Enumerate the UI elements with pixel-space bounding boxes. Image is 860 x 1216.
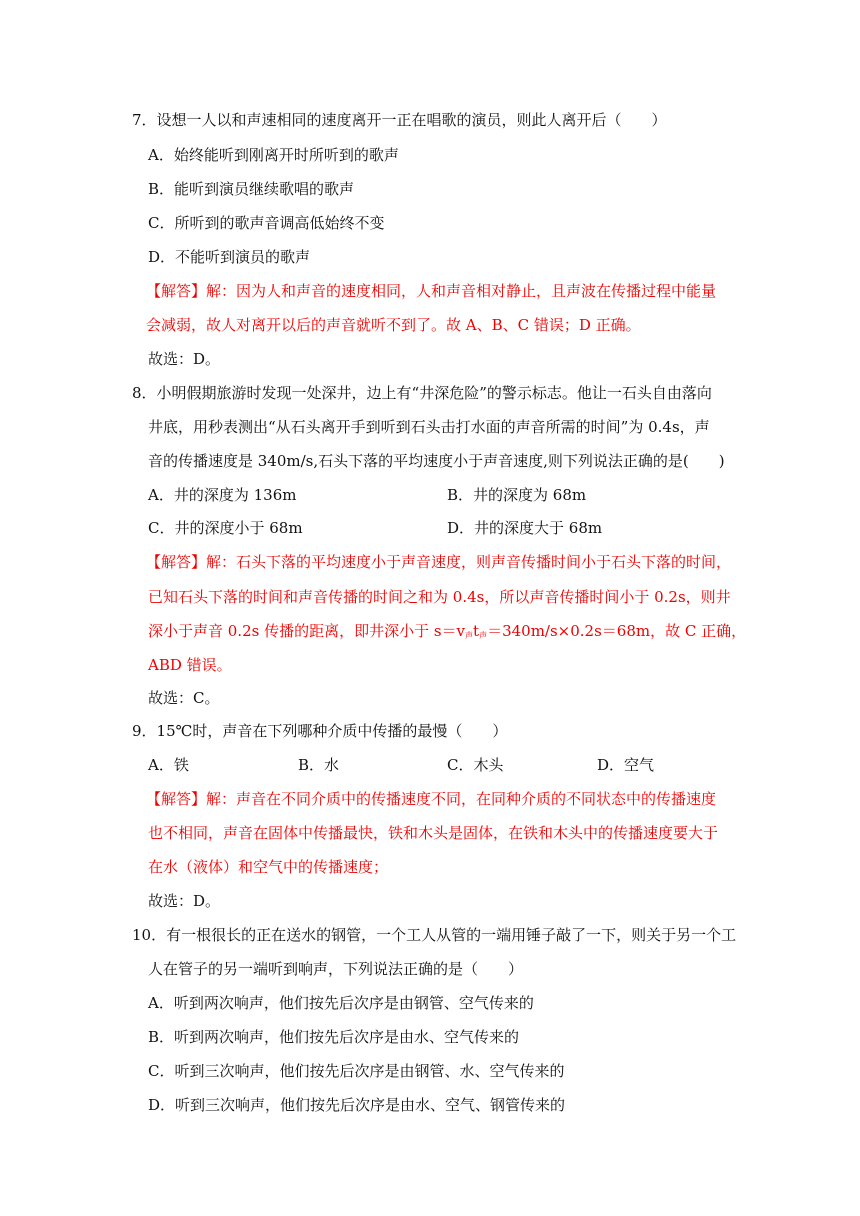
question-8-stem-line-2: 井底，用秒表测出“从石头离开手到听到石头击打水面的声音所需的时间”为 0.4s，声 [148,418,710,436]
question-9-option-b: B．水 [298,756,340,774]
question-7-answer-line-2: 会减弱，故人对离开以后的声音就听不到了。故 A、B、C 错误；D 正确。 [146,316,641,334]
question-10-option-a: A．听到两次响声，他们按先后次序是由钢管、空气传来的 [148,994,534,1012]
question-9-stem: 9．15℃时，声音在下列哪种介质中传播的最慢（ ） [132,722,508,740]
question-7-stem: 7．设想一人以和声速相同的速度离开一正在唱歌的演员，则此人离开后（ ） [132,111,667,129]
question-8-option-c: C．井的深度小于 68m [148,519,303,537]
question-9-answer-line-2: 也不相同，声音在固体中传播最快，铁和木头是固体，在铁和木头中的传播速度要大于 [148,824,719,842]
question-9-choice: 故选：D。 [148,892,221,910]
question-8-answer-line-3 [148,621,746,646]
question-8-answer-line-1: 【解答】解：石头下落的平均速度小于声音速度，则声音传播时间小于石头下落的时间， [146,553,732,571]
subscript-sound: 声 [479,631,488,640]
question-8-option-d: D．井的深度大于 68m [447,519,603,537]
question-9-option-d: D．空气 [597,756,655,774]
question-10-option-b: B．听到两次响声，他们按先后次序是由水、空气传来的 [148,1028,520,1046]
question-8-choice: 故选：C。 [148,689,220,707]
question-8-stem-line-3: 音的传播速度是 340m/s,石头下落的平均速度小于声音速度,则下列说法正确的是( ) [148,452,725,470]
question-7-option-a: A．始终能听到刚离开时所听到的歌声 [148,146,399,164]
question-7-answer-line-1: 【解答】解：因为人和声音的速度相同，人和声音相对静止，且声波在传播过程中能量 [146,282,717,300]
question-8-answer-line-2: 已知石头下落的时间和声音传播的时间之和为 0.4s，所以声音传播时间小于 0.2s，则井 [148,588,731,606]
question-7-option-d: D．不能听到演员的歌声 [148,248,311,266]
question-8-answer-line-4: ABD 错误。 [148,656,232,674]
question-8-option-b: B．井的深度为 68m [447,486,587,504]
question-7-option-b: B．能听到演员继续歌唱的歌声 [148,180,355,198]
answer-text-segment: ＝340m/s×0.2s＝68m，故 C 正确， [487,622,747,640]
question-8-stem-line-1: 8．小明假期旅游时发现一处深井，边上有“井深危险”的警示标志。他让一石头自由落向 [132,384,712,402]
question-9-option-a: A．铁 [148,756,189,774]
answer-text-segment: 深小于声音 0.2s 传播的距离，即井深小于 s＝v [148,622,466,640]
question-10-option-d: D．听到三次响声，他们按先后次序是由水、空气、钢管传来的 [148,1096,566,1114]
question-10-stem-line-1: 10．有一根很长的正在送水的钢管，一个工人从管的一端用锤子敲了一下，则关于另一个工 [132,926,737,944]
question-9-answer-line-3: 在水（液体）和空气中的传播速度； [148,858,389,876]
question-10-stem-line-2: 人在管子的另一端听到响声，下列说法正确的是（ ） [148,960,524,978]
answer-text-segment: t [473,622,480,640]
subscript-sound: 声 [465,631,474,640]
question-10-option-c: C．听到三次响声，他们按先后次序是由钢管、水、空气传来的 [148,1062,565,1080]
question-9-answer-line-1: 【解答】解：声音在不同介质中的传播速度不同，在同种介质的不同状态中的传播速度 [146,790,717,808]
question-7-choice: 故选：D。 [148,350,221,368]
question-8-option-a: A．井的深度为 136m [148,486,297,504]
question-9-option-c: C．木头 [447,756,504,774]
question-7-option-c: C．所听到的歌声音调高低始终不变 [148,214,385,232]
